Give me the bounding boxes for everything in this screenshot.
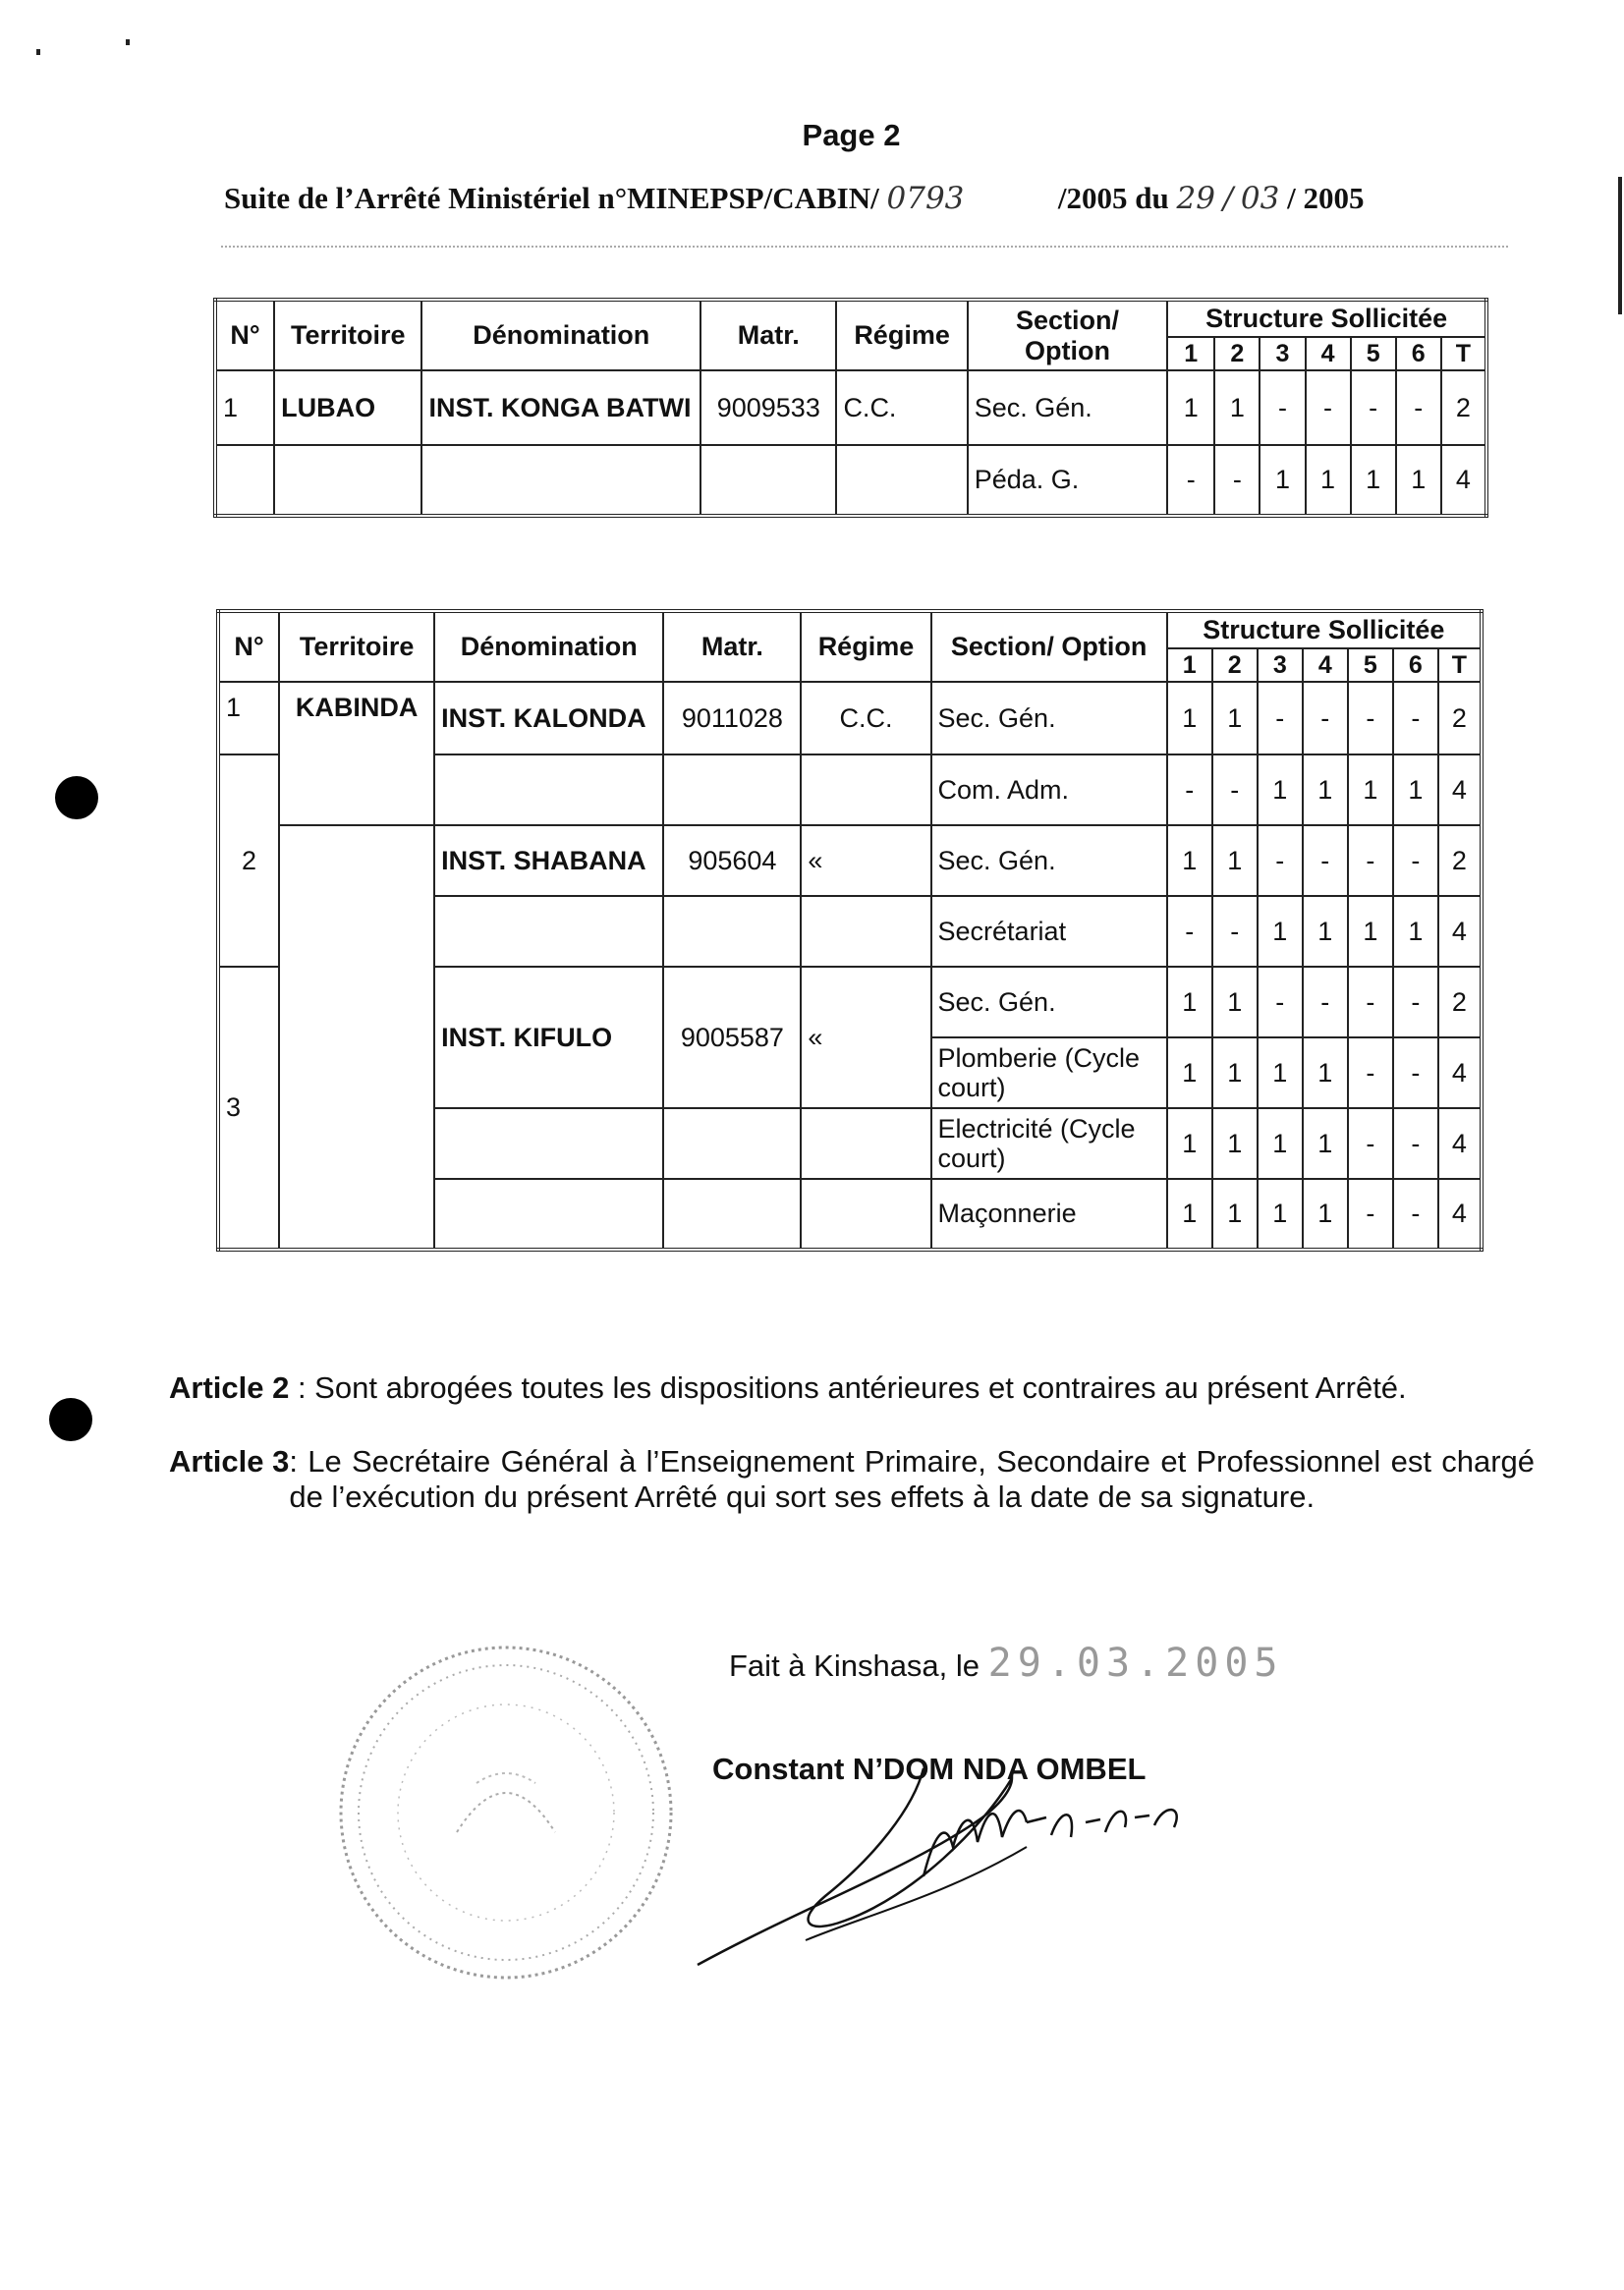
value-cell: - bbox=[1258, 967, 1303, 1037]
value-cell: 1 bbox=[1348, 896, 1393, 967]
section-option: Péda. G. bbox=[968, 445, 1167, 516]
total-cell: 2 bbox=[1441, 370, 1486, 445]
regime: C.C. bbox=[836, 370, 967, 445]
value-cell: - bbox=[1393, 825, 1438, 896]
value-cell: 1 bbox=[1167, 370, 1214, 445]
value-cell: 1 bbox=[1258, 896, 1303, 967]
value-cell: 1 bbox=[1396, 445, 1441, 516]
col-territoire: Territoire bbox=[274, 300, 421, 370]
section-option: Electricité (Cycle court) bbox=[931, 1108, 1167, 1179]
territoire: LUBAO bbox=[274, 370, 421, 445]
value-cell: 1 bbox=[1348, 754, 1393, 825]
col-no: N° bbox=[215, 300, 274, 370]
total-cell: 4 bbox=[1438, 1037, 1482, 1108]
value-cell: - bbox=[1212, 754, 1258, 825]
total-cell: 4 bbox=[1438, 754, 1482, 825]
col-year-6: 6 bbox=[1396, 337, 1441, 370]
structure-table-lubao bbox=[213, 298, 1488, 518]
official-seal bbox=[329, 1636, 683, 1989]
value-cell: 1 bbox=[1303, 896, 1348, 967]
value-cell: 1 bbox=[1167, 1108, 1212, 1179]
article-2 bbox=[169, 1370, 1535, 1406]
place-date bbox=[729, 1641, 1283, 1686]
section-option: Sec. Gén. bbox=[931, 825, 1167, 896]
territoire: KABINDA bbox=[279, 682, 434, 825]
school-name: INST. KONGA BATWI bbox=[421, 370, 700, 445]
regime: C.C. bbox=[801, 682, 930, 754]
value-cell: - bbox=[1167, 754, 1212, 825]
article-3-text: : Le Secrétaire Général à l’Enseignement Primaire, Secondaire et Professionnel est chargé de l’exécution du présent Arrêté qui sort ses effets à la date de sa signature. bbox=[289, 1444, 1535, 1514]
matricule: 9011028 bbox=[663, 682, 801, 754]
value-cell: - bbox=[1348, 1108, 1393, 1179]
ref-year: /2005 du bbox=[1057, 181, 1169, 215]
table-row bbox=[218, 825, 1482, 896]
col-territoire: Territoire bbox=[279, 611, 434, 682]
col-no: N° bbox=[218, 611, 279, 682]
value-cell: 1 bbox=[1212, 967, 1258, 1037]
school-no: 1 bbox=[215, 370, 274, 445]
decree-reference bbox=[224, 181, 1491, 216]
value-cell: 1 bbox=[1167, 1179, 1212, 1250]
ref-month-handwritten: 03 bbox=[1240, 181, 1280, 216]
matricule: 905604 bbox=[663, 825, 801, 896]
col-section-option: Section/ Option bbox=[968, 300, 1167, 370]
value-cell: 1 bbox=[1167, 682, 1212, 754]
col-year-6: 6 bbox=[1393, 648, 1438, 682]
value-cell: - bbox=[1303, 825, 1348, 896]
value-cell: 1 bbox=[1212, 1037, 1258, 1108]
matricule: 9009533 bbox=[700, 370, 836, 445]
total-cell: 2 bbox=[1438, 967, 1482, 1037]
total-cell: 2 bbox=[1438, 682, 1482, 754]
scan-speck bbox=[126, 39, 130, 45]
col-year-4: 4 bbox=[1303, 648, 1348, 682]
value-cell: 1 bbox=[1167, 825, 1212, 896]
value-cell: - bbox=[1393, 1179, 1438, 1250]
col-section-option: Section/ Option bbox=[931, 611, 1167, 682]
value-cell: 1 bbox=[1212, 682, 1258, 754]
value-cell: 1 bbox=[1260, 445, 1305, 516]
total-cell: 2 bbox=[1438, 825, 1482, 896]
col-regime: Régime bbox=[801, 611, 930, 682]
value-cell: - bbox=[1351, 370, 1396, 445]
value-cell: - bbox=[1167, 896, 1212, 967]
article-2-text: : Sont abrogées toutes les dispositions antérieures et contraires au présent Arrêté. bbox=[289, 1370, 1407, 1405]
place-label: Fait à Kinshasa, le bbox=[729, 1648, 980, 1683]
value-cell: - bbox=[1258, 682, 1303, 754]
col-year-1: 1 bbox=[1167, 648, 1212, 682]
handwritten-signature bbox=[688, 1749, 1238, 1975]
value-cell: 1 bbox=[1258, 1179, 1303, 1250]
value-cell: - bbox=[1348, 682, 1393, 754]
value-cell: - bbox=[1214, 445, 1260, 516]
section-option: Sec. Gén. bbox=[931, 682, 1167, 754]
school-no: 1 bbox=[218, 682, 279, 754]
value-cell: 1 bbox=[1393, 754, 1438, 825]
col-regime: Régime bbox=[836, 300, 967, 370]
col-structure: Structure Sollicitée bbox=[1167, 611, 1482, 648]
ref-number-handwritten: 0793 bbox=[886, 181, 965, 216]
col-year-5: 5 bbox=[1351, 337, 1396, 370]
value-cell: 1 bbox=[1258, 1108, 1303, 1179]
col-year-4: 4 bbox=[1306, 337, 1351, 370]
ref-tail: / 2005 bbox=[1287, 181, 1365, 215]
value-cell: 1 bbox=[1393, 896, 1438, 967]
section-option: Maçonnerie bbox=[931, 1179, 1167, 1250]
page-number: Page 2 bbox=[802, 118, 901, 152]
col-total: T bbox=[1441, 337, 1486, 370]
col-matr: Matr. bbox=[663, 611, 801, 682]
value-cell: - bbox=[1303, 967, 1348, 1037]
col-year-2: 2 bbox=[1212, 648, 1258, 682]
value-cell: - bbox=[1306, 370, 1351, 445]
punch-hole bbox=[55, 776, 98, 819]
structure-table-kabinda bbox=[216, 609, 1484, 1252]
total-cell: 4 bbox=[1438, 1179, 1482, 1250]
value-cell: - bbox=[1396, 370, 1441, 445]
col-year-3: 3 bbox=[1260, 337, 1305, 370]
section-option: Sec. Gén. bbox=[968, 370, 1167, 445]
value-cell: - bbox=[1303, 682, 1348, 754]
value-cell: - bbox=[1393, 1108, 1438, 1179]
value-cell: - bbox=[1348, 967, 1393, 1037]
separator bbox=[221, 246, 1508, 248]
section-option: Plomberie (Cycle court) bbox=[931, 1037, 1167, 1108]
value-cell: 1 bbox=[1212, 1108, 1258, 1179]
col-denomination: Dénomination bbox=[421, 300, 700, 370]
table-row bbox=[215, 370, 1486, 445]
section-option: Sec. Gén. bbox=[931, 967, 1167, 1037]
school-no: 2 bbox=[218, 754, 279, 967]
value-cell: 1 bbox=[1303, 1108, 1348, 1179]
col-denomination: Dénomination bbox=[434, 611, 663, 682]
signer-name: Constant N’DOM NDA OMBEL bbox=[712, 1752, 1147, 1786]
page-edge-mark bbox=[1618, 177, 1622, 314]
col-year-5: 5 bbox=[1348, 648, 1393, 682]
col-total: T bbox=[1438, 648, 1482, 682]
section-option: Secrétariat bbox=[931, 896, 1167, 967]
value-cell: 1 bbox=[1167, 967, 1212, 1037]
table-row bbox=[215, 445, 1486, 516]
regime: « bbox=[801, 967, 930, 1108]
school-no: 3 bbox=[218, 967, 279, 1250]
article-3 bbox=[169, 1444, 1535, 1515]
scan-speck bbox=[36, 49, 40, 55]
value-cell: - bbox=[1348, 1037, 1393, 1108]
school-name: INST. SHABANA bbox=[434, 825, 663, 896]
value-cell: - bbox=[1393, 1037, 1438, 1108]
value-cell: - bbox=[1393, 967, 1438, 1037]
col-matr: Matr. bbox=[700, 300, 836, 370]
value-cell: 1 bbox=[1167, 1037, 1212, 1108]
ref-sep: / bbox=[1222, 181, 1234, 216]
matricule: 9005587 bbox=[663, 967, 801, 1108]
table-row bbox=[218, 682, 1482, 754]
school-name: INST. KALONDA bbox=[434, 682, 663, 754]
col-year-3: 3 bbox=[1258, 648, 1303, 682]
value-cell: 1 bbox=[1212, 825, 1258, 896]
value-cell: - bbox=[1212, 896, 1258, 967]
value-cell: - bbox=[1393, 682, 1438, 754]
article-2-label: Article 2 bbox=[169, 1370, 290, 1405]
total-cell: 4 bbox=[1438, 1108, 1482, 1179]
ref-day-handwritten: 29 bbox=[1176, 181, 1215, 216]
total-cell: 4 bbox=[1441, 445, 1486, 516]
value-cell: 1 bbox=[1306, 445, 1351, 516]
value-cell: - bbox=[1348, 825, 1393, 896]
value-cell: 1 bbox=[1303, 1037, 1348, 1108]
value-cell: 1 bbox=[1212, 1179, 1258, 1250]
section-option: Com. Adm. bbox=[931, 754, 1167, 825]
value-cell: 1 bbox=[1303, 754, 1348, 825]
value-cell: - bbox=[1348, 1179, 1393, 1250]
value-cell: 1 bbox=[1303, 1179, 1348, 1250]
total-cell: 4 bbox=[1438, 896, 1482, 967]
col-year-1: 1 bbox=[1167, 337, 1214, 370]
value-cell: 1 bbox=[1214, 370, 1260, 445]
col-structure: Structure Sollicitée bbox=[1167, 300, 1486, 337]
value-cell: 1 bbox=[1258, 754, 1303, 825]
ref-prefix: Suite de l’Arrêté Ministériel n°MINEPSP/CABIN/ bbox=[224, 181, 879, 215]
value-cell: 1 bbox=[1351, 445, 1396, 516]
value-cell: - bbox=[1167, 445, 1214, 516]
value-cell: - bbox=[1258, 825, 1303, 896]
punch-hole bbox=[49, 1398, 92, 1441]
school-name: INST. KIFULO bbox=[434, 967, 663, 1108]
stamped-date: 29.03.2005 bbox=[987, 1641, 1284, 1686]
value-cell: - bbox=[1260, 370, 1305, 445]
regime: « bbox=[801, 825, 930, 896]
value-cell: 1 bbox=[1258, 1037, 1303, 1108]
article-3-label: Article 3 bbox=[169, 1444, 290, 1479]
col-year-2: 2 bbox=[1214, 337, 1260, 370]
